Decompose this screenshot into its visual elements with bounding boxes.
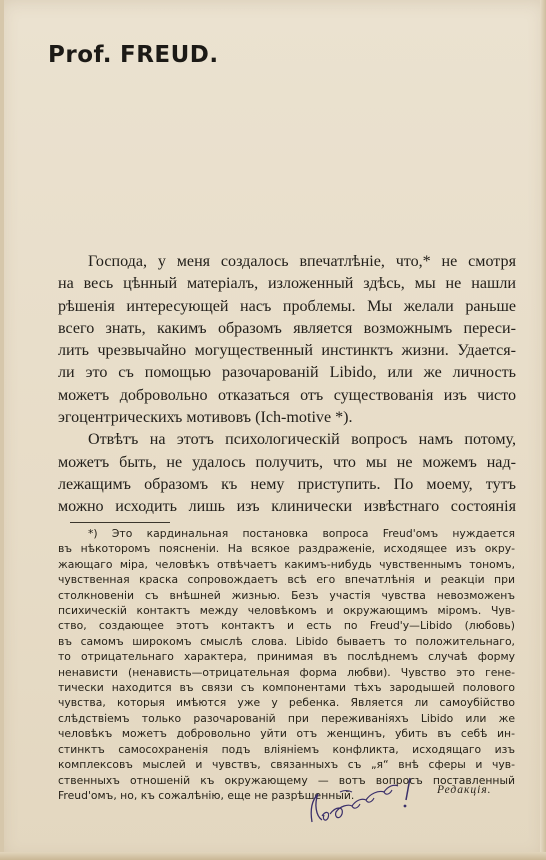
text-line: эгоцентрическихъ мотивовъ (Ich-motive *). — [58, 409, 353, 427]
footnote-line: чувства, которыя имѣются уже у ребенка. Является ли самоубійство — [58, 696, 515, 710]
footnote-line: тически находится въ связи съ компонентами тѣхъ зародышей полового — [58, 681, 515, 695]
footnote-line: чувственная краска сопровождаетъ всѣ его впечатлѣнія и реакціи при — [58, 573, 515, 587]
footnote-line: въ самомъ широкомъ смыслѣ слова. Libido бываетъ то положительнаго, — [58, 634, 515, 648]
text-line: можетъ быть, не удалось получить, что мы не можемъ над- — [58, 453, 516, 471]
footnote-line: жающаго міра, человѣкъ отвѣчаетъ какимъ-нибудь чувственнымъ тономъ, — [58, 557, 515, 571]
text-line: лежащимъ образомъ къ нему приступить. По моему, тутъ — [58, 475, 516, 493]
page-header — [48, 42, 219, 68]
paragraph-2 — [58, 429, 516, 518]
text-line: Господа, у меня создалось впечатлѣніе, что,* не смотря — [88, 253, 516, 270]
page-edge-left — [0, 0, 4, 860]
footnote-line: столкновеніи съ внѣшней жизнью. Безъ участія чувства невозможенъ — [58, 588, 515, 602]
footnote-line: Freud'омъ, но, къ сожалѣнію, еще не разрѣшенный. — [58, 788, 355, 802]
page-edge-right — [540, 0, 546, 860]
text-line: можетъ добровольно отказаться отъ существованія изъ чисто — [58, 386, 516, 404]
footnote-line: *) Это кардинальная постановка вопроса Freud'омъ нуждается — [88, 527, 515, 540]
footnote-line: ство, создающее этотъ контактъ и есть по Freud'у—Libido (любовь) — [58, 619, 515, 633]
footnote-line: ственныхъ отношеній къ окружающему — вотъ вопросъ поставленный — [58, 773, 515, 787]
footnote — [58, 526, 515, 803]
header-name: FREUD. — [120, 42, 219, 68]
text-line: всего знать, какимъ образомъ является возможнымъ переси- — [58, 319, 516, 337]
footnote-line: ненависти (ненависть—отрицательная форма любви). Чувство это гене- — [58, 665, 515, 679]
page-edge-bottom — [0, 852, 546, 860]
editor-signoff: Редакція. — [437, 784, 492, 796]
text-line: ли это съ помощью разочарованій Libido, или же личность — [58, 364, 516, 382]
footnote-line: въ нѣкоторомъ поясненіи. На всякое раздраженіе, исходящее изъ окру- — [58, 542, 515, 556]
footnote-line: человѣкъ можетъ добровольно уйти отъ женщинъ, убить въ себѣ ин- — [58, 727, 515, 741]
header-prof: Prof. — [48, 42, 112, 68]
text-line: Отвѣтъ на этотъ психологическій вопросъ намъ потому, — [88, 431, 516, 449]
handwritten-annotation — [300, 770, 430, 830]
paragraph-1 — [58, 251, 516, 429]
footnote-line: стинктъ самосохраненія подъ вліяніемъ конфликта, исходящаго изъ — [58, 742, 515, 756]
footnote-line: психическій контактъ между человѣкомъ и окружающимъ міромъ. Чув- — [58, 604, 515, 618]
footnote-line: комплексовъ мыслей и чувствъ, связанныхъ съ „я“ внѣ сферы и чув- — [58, 758, 515, 772]
footnote-line: слѣдствіемъ только разочарованій при переживаніяхъ Libido или же — [58, 711, 515, 725]
footnote-divider — [70, 522, 170, 523]
text-line: на весь цѣнный матеріалъ, изложенный здѣсь, мы не нашли — [58, 275, 516, 293]
text-line: лить чрезвычайно могущественный инстинктъ жизни. Удается- — [58, 342, 516, 360]
text-line: можно исходить лишь изъ клинически извѣстнаго состоянія — [58, 498, 516, 516]
main-text — [58, 251, 516, 519]
footnote-line: то отрицательнаго характера, принимая въ послѣднемъ случаѣ форму — [58, 650, 515, 664]
text-line: рѣшенія интересующей насъ проблемы. Мы желали раньше — [58, 297, 516, 315]
